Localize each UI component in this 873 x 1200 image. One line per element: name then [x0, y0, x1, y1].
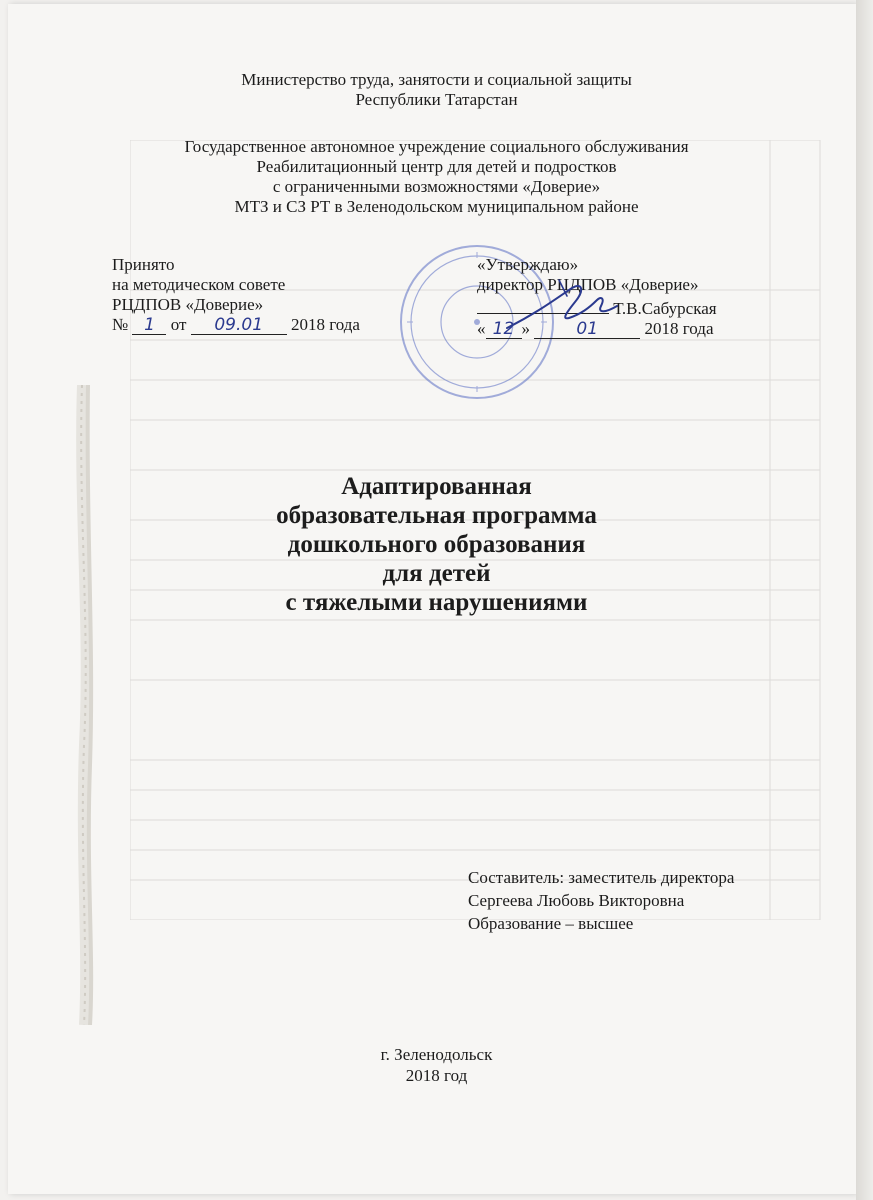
- director-name: Т.В.Сабурская: [613, 299, 717, 318]
- footer-city: г. Зеленодольск: [380, 1045, 493, 1064]
- approved-position: директор РЦДПОВ «Доверие»: [477, 275, 699, 294]
- accepted-protocol-line: [112, 315, 360, 335]
- approval-day-field: 12: [486, 320, 522, 339]
- title-line-3: дошкольного образования: [287, 531, 586, 558]
- approved-year: 2018 года: [644, 319, 714, 338]
- accepted-year: 2018 года: [290, 315, 360, 334]
- ministry-line-2: Республики Татарстан: [355, 90, 518, 109]
- author-name: Сергеева Любовь Викторовна: [468, 891, 685, 910]
- author-block: [468, 866, 734, 935]
- institution-line-4: МТЗ и СЗ РТ в Зеленодольском муниципальном районе: [234, 197, 639, 216]
- from-word: от: [170, 315, 187, 334]
- footer-year: 2018 год: [405, 1066, 468, 1085]
- document-title: [0, 472, 873, 617]
- approval-month-field: 01: [534, 320, 640, 339]
- accepted-block: [112, 255, 360, 335]
- title-line-5: с тяжелыми нарушениями: [285, 589, 588, 616]
- institution-line-2: Реабилитационный центр для детей и подростков: [256, 157, 617, 176]
- quote-close: »: [521, 319, 530, 338]
- author-role: Составитель: заместитель директора: [468, 868, 735, 887]
- document-footer: [0, 1044, 873, 1086]
- accepted-label: Принято: [112, 255, 175, 274]
- accepted-org: РЦДПОВ «Доверие»: [112, 295, 264, 314]
- title-line-2: образовательная программа: [276, 502, 597, 529]
- accepted-council: на методическом совете: [112, 275, 286, 294]
- author-education: Образование – высшее: [468, 914, 634, 933]
- institution-header: [0, 137, 873, 217]
- protocol-number-field: 1: [132, 316, 166, 335]
- title-line-4: для детей: [382, 560, 491, 587]
- institution-line-1: Государственное автономное учреждение социального обслуживания: [184, 137, 689, 156]
- institution-line-3: с ограниченными возможностями «Доверие»: [272, 177, 601, 196]
- ministry-header: [0, 70, 873, 110]
- director-signature-icon: [497, 268, 647, 348]
- ministry-line-1: Министерство труда, занятости и социальной защиты: [241, 70, 632, 89]
- quote-open: «: [477, 319, 486, 338]
- approved-label: «Утверждаю»: [477, 255, 579, 274]
- number-sign: №: [112, 315, 129, 334]
- protocol-date-field: 09.01: [191, 316, 287, 335]
- title-line-1: Адаптированная: [341, 473, 532, 500]
